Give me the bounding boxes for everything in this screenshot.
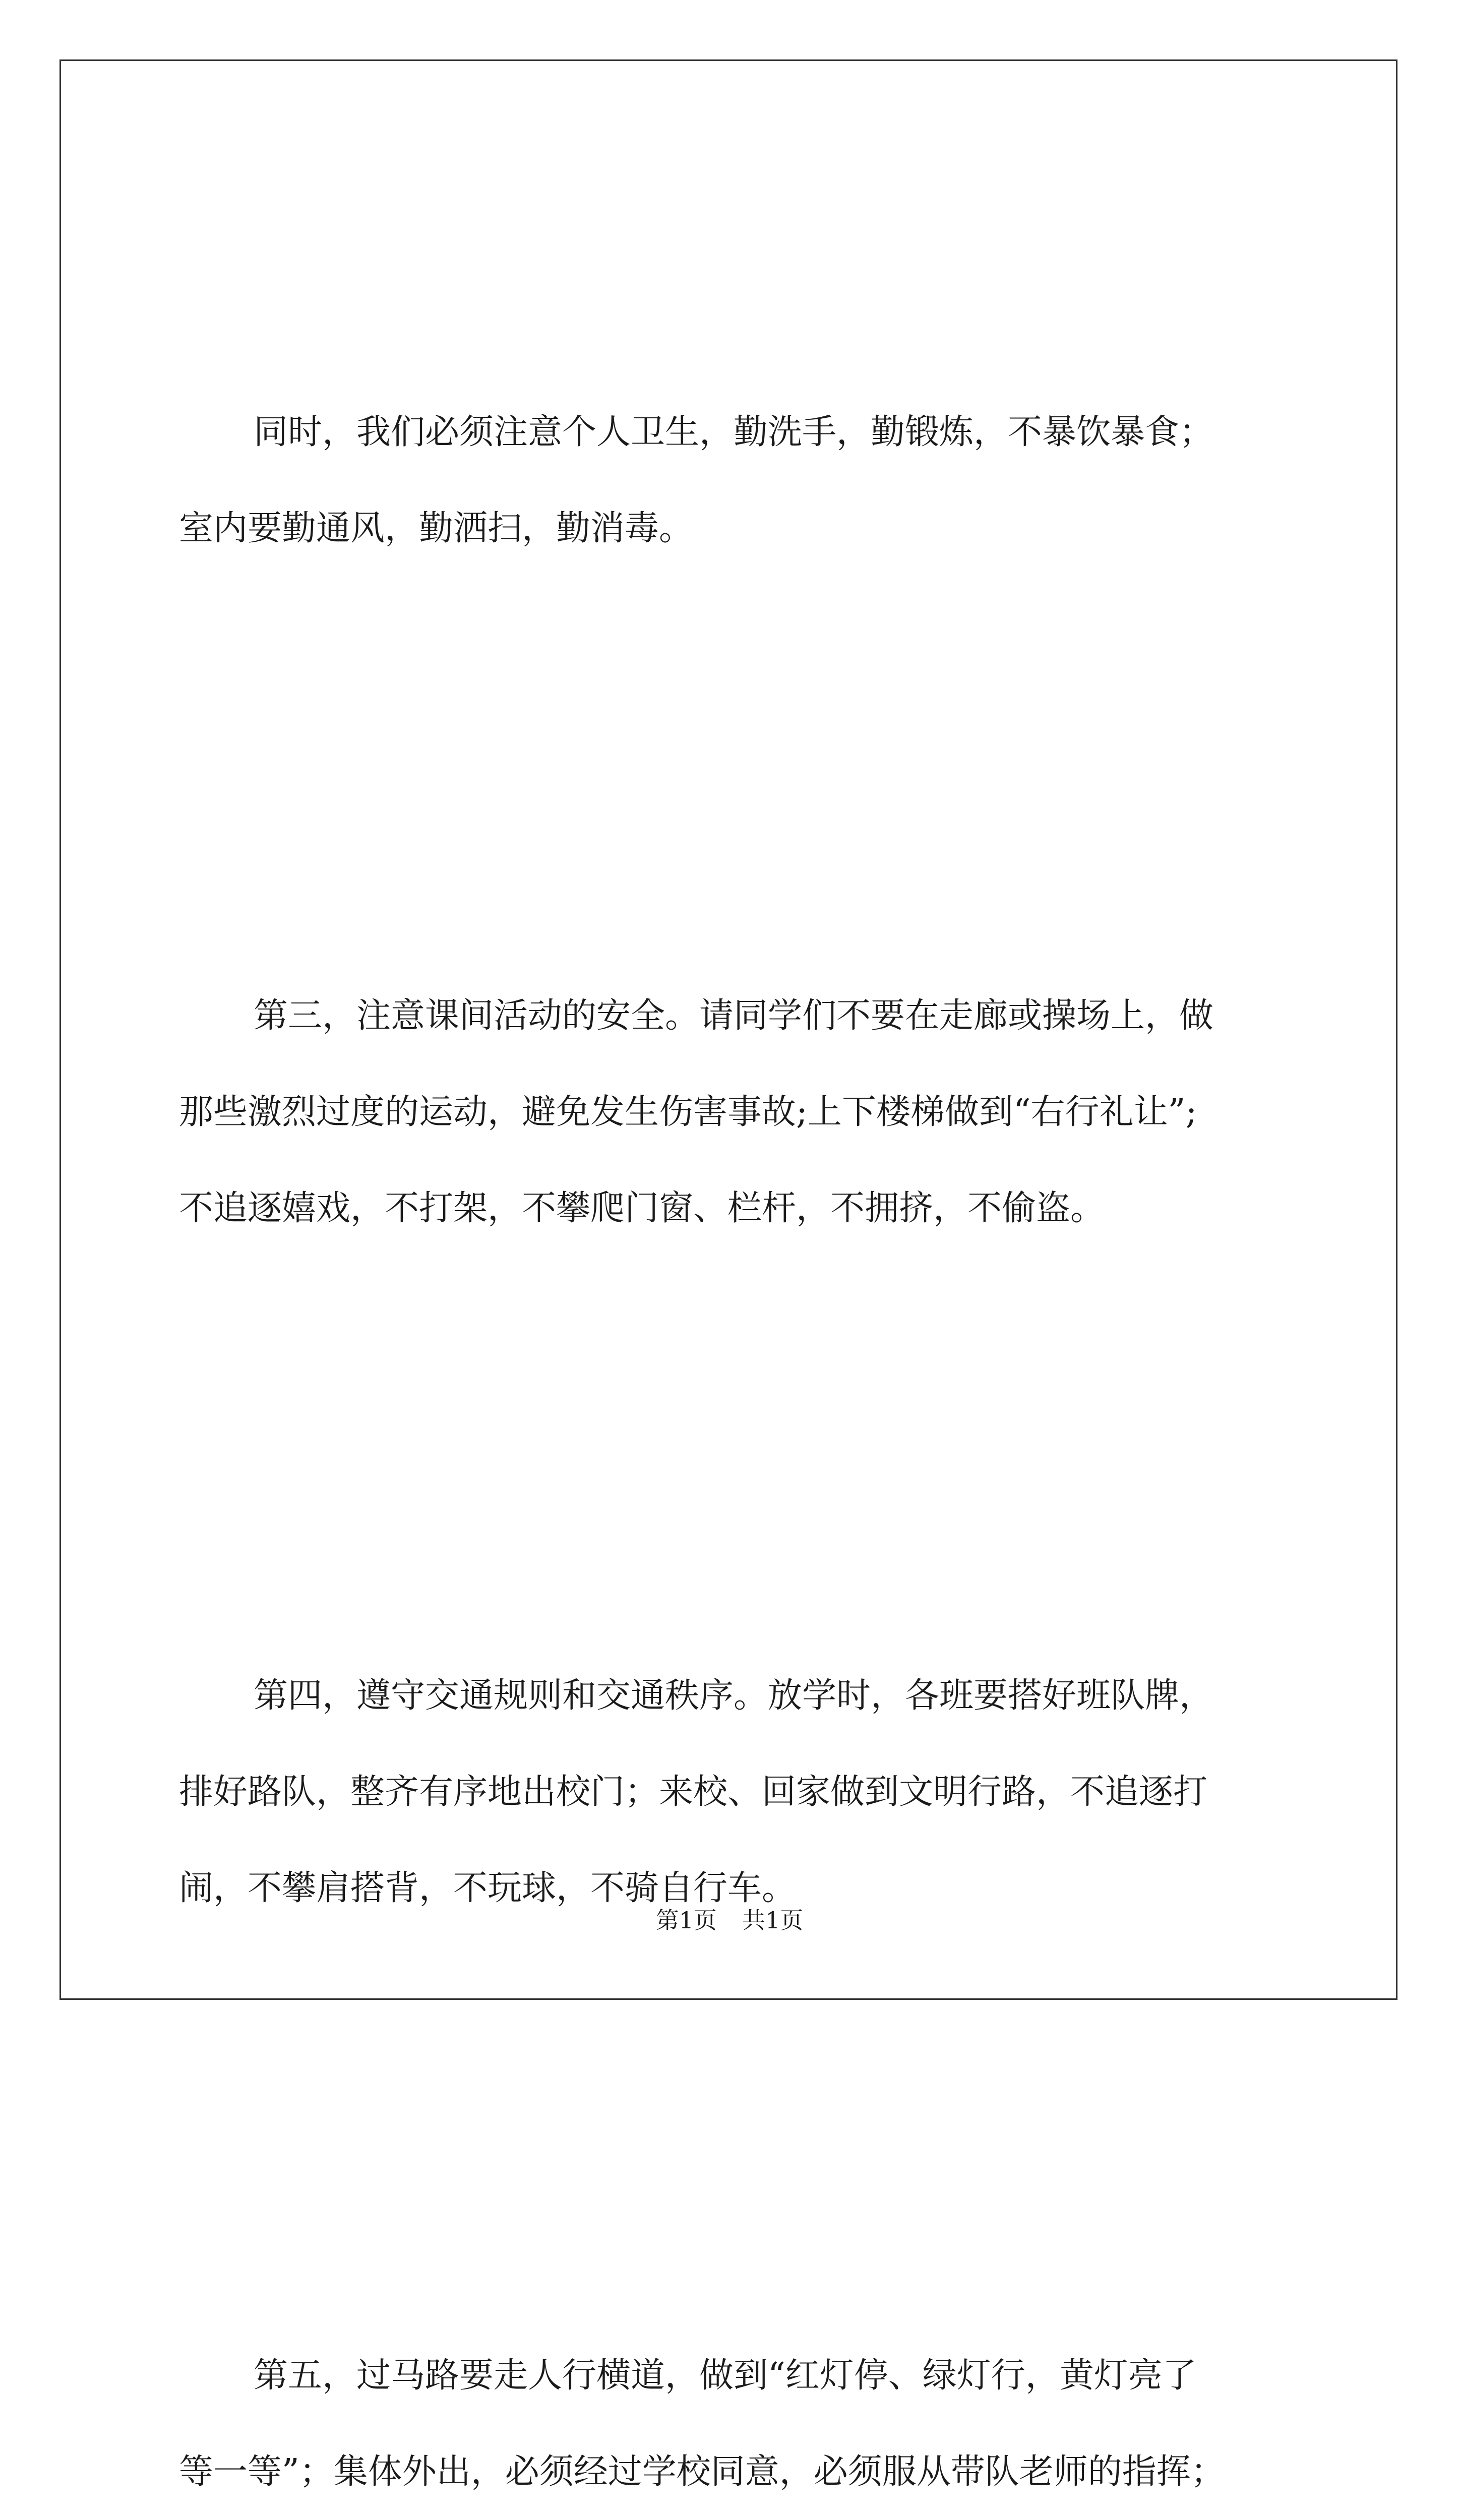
page-total: 共1页 (742, 1907, 804, 1934)
text-line: 闹，不攀肩搭背，不玩球，不骑自行车。 (179, 1868, 797, 1908)
text-line: 等一等”；集体外出，必须经过学校同意，必须服从带队老师的指挥； (179, 2452, 1225, 2492)
text-line: 第五，过马路要走人行横道，做到“红灯停、绿灯行，黄灯亮了 (254, 2356, 1197, 2396)
document-body (179, 192, 1288, 2520)
page-footer (0, 1905, 1459, 1935)
text-line: 同时，我们必须注意个人卫生，勤洗手，勤锻炼，不暴饮暴食； (254, 412, 1214, 452)
text-line: 第三，注意课间活动的安全。请同学们不要在走廊或操场上，做 (254, 996, 1214, 1036)
paragraph-1 (179, 192, 1288, 769)
text-line: 不追逐嬉戏，不打架，不攀爬门窗、栏杆，不拥挤，不偷盗。 (179, 1188, 1105, 1228)
page-number: 第1页 (655, 1907, 717, 1934)
paragraph-3 (179, 1455, 1288, 2129)
text-line: 排好路队，整齐有序地出校门；来校、回家做到文明行路，不追逐打 (179, 1772, 1208, 1812)
text-line: 那些激烈过度的运动，避免发生伤害事故;上下楼梯做到“右行礼让”; (179, 1092, 1197, 1132)
text-line: 室内要勤通风，勤洒扫，勤消毒。 (179, 509, 694, 548)
text-line: 第四，遵守交通规则和交通秩序。放学时，各班要搭好班队牌， (254, 1676, 1214, 1716)
paragraph-4 (179, 2135, 1288, 2520)
paragraph-2 (179, 775, 1288, 1449)
